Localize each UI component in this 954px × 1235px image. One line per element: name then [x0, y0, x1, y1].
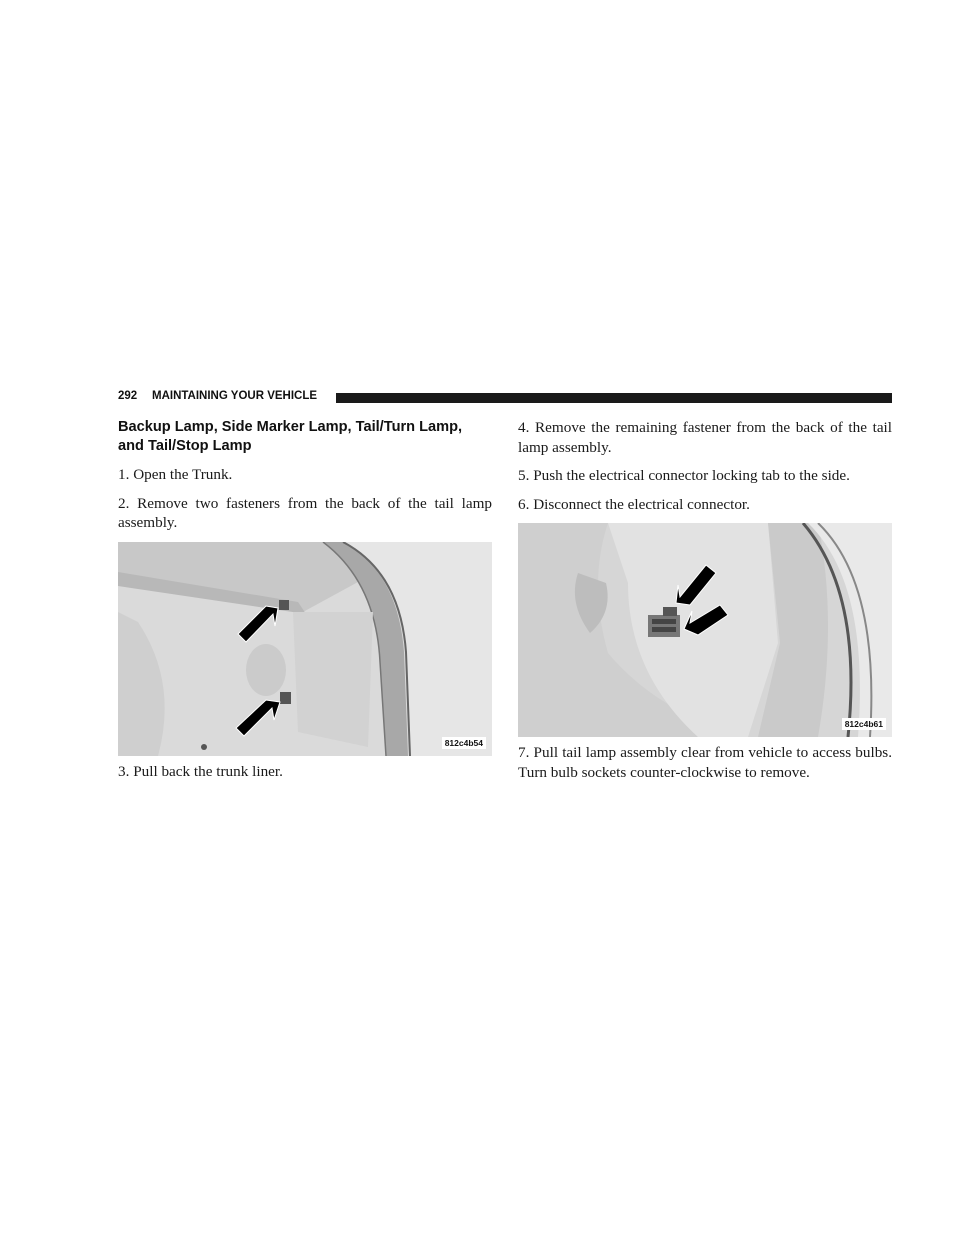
trunk-illustration [118, 542, 492, 756]
step-4: 4. Remove the remaining fastener from the back of the tail lamp assembly. [518, 419, 892, 456]
step-6: 6. Disconnect the electrical connector. [518, 495, 750, 513]
figure-trunk-fasteners [118, 542, 492, 756]
step-2: 2. Remove two fasteners from the back of the tail lamp assembly. [118, 494, 492, 531]
step-3: 3. Pull back the trunk liner. [118, 762, 283, 780]
header-rule [336, 393, 892, 403]
right-column [518, 418, 892, 791]
connector-illustration [518, 523, 892, 737]
section-title: MAINTAINING YOUR VEHICLE [152, 390, 325, 402]
step-7: 7. Pull tail lamp assembly clear from vehicle to access bulbs. Turn bulb sockets counter-clockwise to remove. [518, 744, 892, 781]
procedure-heading: Backup Lamp, Side Marker Lamp, Tail/Turn Lamp, and Tail/Stop Lamp [118, 419, 463, 454]
step-5: 5. Push the electrical connector locking tab to the side. [518, 467, 850, 484]
page-header [118, 389, 892, 405]
figure-electrical-connector [518, 523, 892, 737]
page-number: 292 [118, 390, 138, 402]
figure-code: 812c4b54 [442, 737, 486, 749]
figure-code: 812c4b61 [842, 718, 886, 730]
left-column [118, 418, 492, 790]
step-1: 1. Open the Trunk. [118, 466, 233, 483]
